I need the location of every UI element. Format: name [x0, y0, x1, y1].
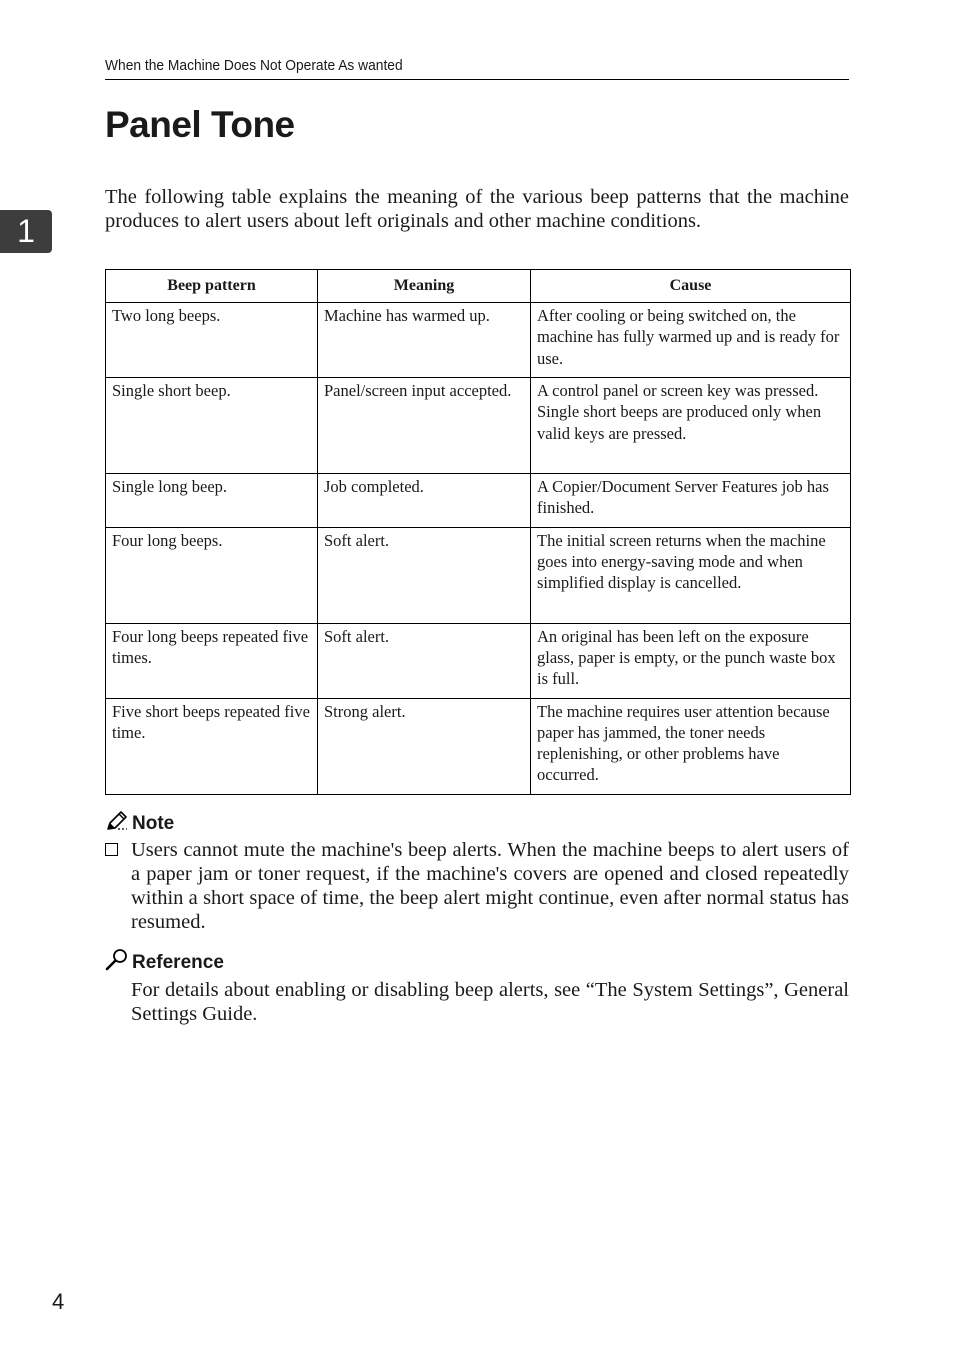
note-heading [105, 810, 174, 838]
page-number: 4 [52, 1289, 65, 1314]
table-row [106, 698, 851, 794]
note-text: Users cannot mute the machine's beep alerts. When the machine beeps to alert users of a paper jam or toner request, if the machine's covers are opened and closed repeatedly within a short space of time, the beep alert might continue, even after normal status has resumed. [131, 839, 849, 933]
page-title: Panel Tone [105, 104, 295, 145]
meaning-cell: Strong alert. [318, 698, 531, 794]
beep-pattern-cell: Five short beeps repeated five time. [106, 698, 318, 794]
cause-cell: The initial screen returns when the machine goes into energy-saving mode and when simplified display is cancelled. [531, 527, 851, 623]
column-header-meaning: Meaning [318, 270, 531, 303]
table-row [106, 474, 851, 528]
running-header: When the Machine Does Not Operate As wanted [105, 57, 403, 74]
meaning-cell: Panel/screen input accepted. [318, 378, 531, 474]
header-divider [105, 79, 849, 80]
beep-pattern-cell: Four long beeps repeated five times. [106, 623, 318, 698]
table-row [106, 378, 851, 474]
chapter-tab: 1 [0, 210, 52, 253]
table-header-row [106, 270, 851, 303]
table-row [106, 527, 851, 623]
table-row [106, 303, 851, 378]
cause-cell: A Copier/Document Server Features job has finished. [531, 474, 851, 528]
note-item [105, 838, 849, 934]
meaning-cell: Soft alert. [318, 623, 531, 698]
column-header-cause: Cause [531, 270, 851, 303]
cause-cell: After cooling or being switched on, the machine has fully warmed up and is ready for use. [531, 303, 851, 378]
beep-pattern-cell: Single short beep. [106, 378, 318, 474]
beep-pattern-cell: Four long beeps. [106, 527, 318, 623]
cause-cell: A control panel or screen key was pressed. Single short beeps are produced only when valid keys are pressed. [531, 378, 851, 474]
pencil-icon [105, 810, 132, 838]
meaning-cell: Soft alert. [318, 527, 531, 623]
meaning-cell: Job completed. [318, 474, 531, 528]
column-header-beep-pattern: Beep pattern [106, 270, 318, 303]
beep-pattern-cell: Single long beep. [106, 474, 318, 528]
beep-pattern-cell: Two long beeps. [106, 303, 318, 378]
checkbox-bullet-icon [105, 843, 118, 856]
beep-pattern-table [105, 269, 851, 795]
table-row [106, 623, 851, 698]
reference-heading-label: Reference [132, 952, 224, 973]
reference-text: For details about enabling or disabling beep alerts, see “The System Settings”, General Settings Guide. [131, 979, 849, 1025]
note-heading-label: Note [132, 813, 175, 834]
intro-paragraph: The following table explains the meaning of the various beep patterns that the machine produces to alert users about left originals and other machine conditions. [105, 186, 849, 232]
cause-cell: The machine requires user attention because paper has jammed, the toner needs replenishing, or other problems have occurred. [531, 698, 851, 794]
reference-heading [105, 948, 224, 978]
magnifier-icon [105, 948, 132, 978]
cause-cell: An original has been left on the exposure glass, paper is empty, or the punch waste box is full. [531, 623, 851, 698]
meaning-cell: Machine has warmed up. [318, 303, 531, 378]
